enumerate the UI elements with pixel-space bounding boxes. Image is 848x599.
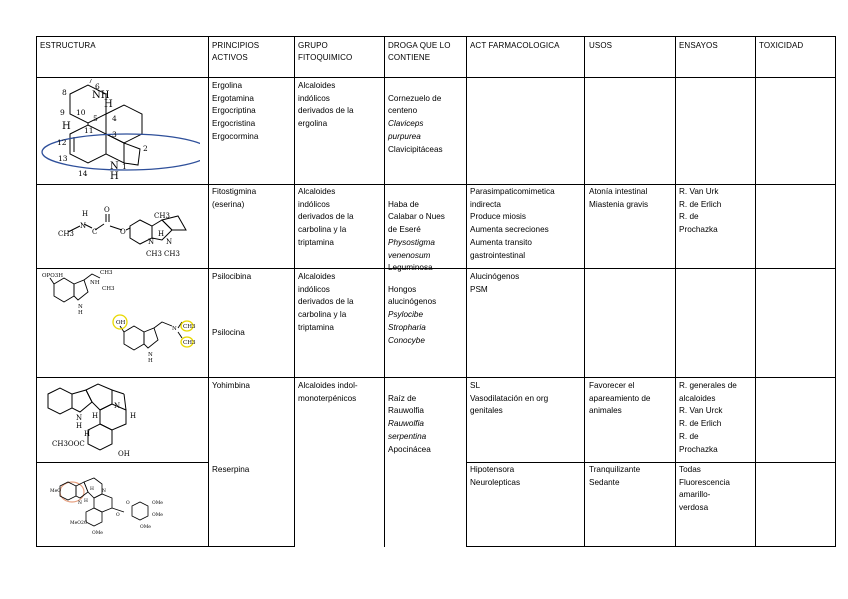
header-principios-activos: PRINCIPIOS ACTIVOS <box>212 41 260 62</box>
svg-text:OMe: OMe <box>152 501 163 506</box>
accion-row-4: SL Vasodilatación en org genitales <box>470 381 549 416</box>
principios-row-5: Reserpina <box>212 465 250 474</box>
svg-text:14: 14 <box>78 169 88 178</box>
droga-row-4: Raíz de Rauwolfia Rauwolfia serpentina Apocinácea <box>388 393 431 454</box>
svg-text:O: O <box>116 513 120 518</box>
svg-text:CH3: CH3 <box>164 250 180 258</box>
header-toxicidad: TOXICIDAD <box>759 41 804 50</box>
svg-text:CH3: CH3 <box>154 212 170 220</box>
usos-row-4: Favorecer el apareamiento de animales <box>589 381 651 416</box>
svg-text:OPO3H: OPO3H <box>42 273 64 279</box>
droga-row-2: Haba de Calabar o Nues de Eseré Physostigma venenosum Leguminosa <box>388 199 445 273</box>
svg-text:N: N <box>110 161 119 172</box>
svg-text:H: H <box>76 422 83 430</box>
svg-text:NH: NH <box>90 280 100 286</box>
header-droga: DROGA QUE LO CONTIENE <box>388 41 451 62</box>
svg-text:OH: OH <box>118 450 130 458</box>
svg-text:12: 12 <box>57 138 67 147</box>
svg-text:O: O <box>126 501 130 506</box>
psilocybin-atom-labels <box>42 270 196 364</box>
ensayos-row-5: Todas Fluorescencia amarillo- verdosa <box>679 465 730 513</box>
svg-text:N: N <box>148 238 155 246</box>
principios-row-1: Ergolina Ergotamina Ergocriptina Ergocristina Ergocormina <box>212 81 259 141</box>
physostigmine-structure-image <box>40 186 205 266</box>
ergoline-structure-image <box>40 79 200 183</box>
principios-row-2: Fitostigmina (eserina) <box>212 187 257 209</box>
svg-text:H: H <box>130 412 137 420</box>
header-usos: USOS <box>589 41 613 50</box>
svg-text:CH3: CH3 <box>146 250 162 258</box>
svg-text:9: 9 <box>60 108 65 117</box>
yohimbine-atom-labels <box>52 402 136 458</box>
yohimbine-structure-image <box>40 380 205 460</box>
svg-text:8: 8 <box>62 88 67 97</box>
svg-text:H: H <box>104 99 113 110</box>
usos-row-5: Tranquilizante Sedante <box>589 465 641 487</box>
svg-text:N: N <box>148 352 153 358</box>
svg-text:NH: NH <box>92 90 110 101</box>
accion-row-3: Alucinógenos PSM <box>470 272 520 294</box>
svg-text:N: N <box>76 414 83 422</box>
svg-text:4: 4 <box>112 114 117 123</box>
svg-text:MeO2C: MeO2C <box>70 521 88 526</box>
header-ensayos: ENSAYOS <box>679 41 718 50</box>
svg-text:3: 3 <box>112 130 117 139</box>
svg-text:H: H <box>62 121 71 132</box>
svg-text:H: H <box>90 487 94 492</box>
svg-text:H: H <box>158 230 165 238</box>
svg-text:N: N <box>166 238 173 246</box>
svg-text:10: 10 <box>76 108 86 117</box>
droga-row-3: Hongos alucinógenos Psylocibe Stropharia Conocybe <box>388 284 437 345</box>
svg-text:7: 7 <box>88 79 93 85</box>
svg-text:CH3: CH3 <box>183 324 196 330</box>
svg-text:H: H <box>84 499 88 504</box>
svg-text:MeO: MeO <box>50 489 61 494</box>
svg-text:11: 11 <box>84 126 94 135</box>
svg-text:OH: OH <box>116 320 126 326</box>
svg-text:H: H <box>78 310 83 316</box>
grupo-row-3: Alcaloides indólicos derivados de la carbolina y la triptamina <box>298 272 354 332</box>
svg-text:O: O <box>120 228 126 236</box>
reserpine-structure-image <box>40 466 205 546</box>
usos-row-2: Atonía intestinal Miastenia gravis <box>589 187 649 209</box>
physostigmine-atom-labels <box>58 206 180 258</box>
svg-text:2: 2 <box>143 144 148 153</box>
svg-text:6: 6 <box>95 82 100 91</box>
grupo-row-1: Alcaloides indólicos derivados de la ergolina <box>298 81 354 129</box>
svg-text:CH3: CH3 <box>102 286 115 292</box>
svg-text:1: 1 <box>122 162 127 171</box>
ergoline-atom-labels <box>57 79 148 182</box>
svg-text:N: N <box>114 402 121 410</box>
principios-row-3a: Psilocibina <box>212 272 252 281</box>
svg-text:O: O <box>104 206 110 214</box>
reserpine-atom-labels <box>50 486 163 536</box>
accion-row-2: Parasimpaticomimetica indirecta Produce miosis Aumenta secreciones Aumenta transito gastrointestinal <box>470 187 555 260</box>
svg-text:C: C <box>92 228 98 236</box>
principios-row-3b: Psilocina <box>212 328 245 337</box>
svg-text:CH3: CH3 <box>100 270 113 276</box>
svg-text:5: 5 <box>93 114 98 123</box>
svg-text:N: N <box>78 501 82 506</box>
grupo-row-4: Alcaloides indol- monoterpénicos <box>298 381 358 403</box>
header-act-farmacologica: ACT FARMACOLOGICA <box>470 41 560 50</box>
ensayos-row-2: R. Van Urk R. de Erlich R. de Prochazka <box>679 187 722 235</box>
accion-row-5: Hipotensora Neurolepticas <box>470 465 521 487</box>
svg-text:H: H <box>82 210 89 218</box>
svg-text:13: 13 <box>58 154 68 163</box>
svg-text:CH3: CH3 <box>183 340 196 346</box>
svg-text:H: H <box>110 171 119 182</box>
header-grupo-fitoquimico: GRUPO FITOQUIMICO <box>298 41 353 62</box>
ensayos-row-4: R. generales de alcaloides R. Van Urck R. de Erlich R. de Prochazka <box>679 381 737 454</box>
svg-text:OMe: OMe <box>140 525 151 530</box>
svg-text:H: H <box>84 430 91 438</box>
header-estructura: ESTRUCTURA <box>40 41 96 50</box>
svg-text:N: N <box>172 326 177 332</box>
svg-text:N: N <box>80 222 87 230</box>
grupo-row-2: Alcaloides indólicos derivados de la carbolina y la triptamina <box>298 187 354 247</box>
svg-text:OMe: OMe <box>92 531 103 536</box>
droga-row-1: Cornezuelo de centeno Claviceps purpurea Clavicipitáceas <box>388 93 443 154</box>
svg-text:H: H <box>148 358 153 364</box>
svg-text:H: H <box>92 412 99 420</box>
svg-text:OMe: OMe <box>152 513 163 518</box>
svg-text:N: N <box>102 489 106 494</box>
svg-text:CH3: CH3 <box>58 230 74 238</box>
principios-row-4: Yohimbina <box>212 381 250 390</box>
svg-text:CH3OOC: CH3OOC <box>52 440 85 448</box>
psilocybin-structure-image <box>40 270 205 376</box>
svg-text:N: N <box>78 304 83 310</box>
